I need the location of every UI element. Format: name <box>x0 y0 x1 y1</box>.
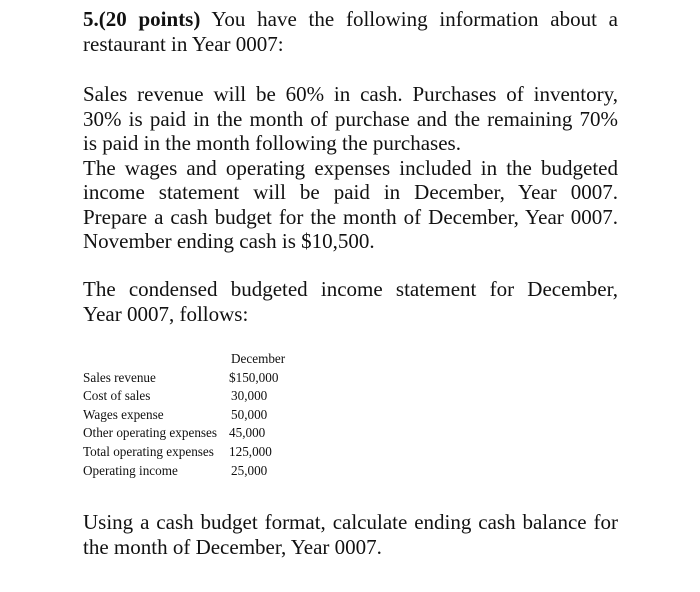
statement-header-row <box>83 350 303 369</box>
statement-row-label: Wages expense <box>83 406 164 422</box>
task-instruction-line: the month of December, Year 0007. <box>83 534 382 559</box>
given-information-line: 30% is paid in the month of purchase and the remaining 70% <box>83 106 618 131</box>
statement-column-header: December <box>231 351 286 366</box>
given-information-line: The wages and operating expenses included in the budgeted <box>83 155 618 180</box>
question-intro-text: You have the following information about a <box>200 7 618 31</box>
given-information-line: November ending cash is $10,500. <box>83 229 375 253</box>
statement-row-wages-expense <box>83 406 303 425</box>
statement-row-total-operating-expenses <box>83 443 303 462</box>
statement-row-cost-of-sales <box>83 387 303 406</box>
question-number: 5.(20 points) <box>83 7 201 31</box>
statement-row-value: 25,000 <box>231 462 268 478</box>
question-intro-line-2: restaurant in Year 0007: <box>83 31 284 56</box>
task-instruction <box>83 510 618 559</box>
statement-row-label: Other operating expenses <box>83 425 218 441</box>
statement-row-label: Total operating expenses <box>83 443 214 459</box>
given-information-line: Sales revenue will be 60% in cash. Purchases of inventory, <box>83 82 618 106</box>
budgeted-income-statement <box>83 350 303 480</box>
question-intro <box>83 7 618 56</box>
statement-row-value: 30,000 <box>231 388 268 404</box>
statement-row-label: Sales revenue <box>83 369 156 385</box>
statement-lead-in-line: Year 0007, follows: <box>83 301 249 326</box>
given-information <box>83 82 618 254</box>
given-information-line: Prepare a cash budget for the month of December, Year 0007. <box>83 204 618 229</box>
statement-row-value: $150,000 <box>229 369 279 385</box>
given-information-line: is paid in the month following the purchases. <box>83 131 461 155</box>
statement-row-value: 125,000 <box>229 443 272 459</box>
given-information-line: income statement will be paid in December, Year 0007. <box>83 180 618 204</box>
statement-row-other-operating-expenses <box>83 424 303 443</box>
statement-row-value: 50,000 <box>231 406 268 422</box>
statement-lead-in-line: The condensed budgeted income statement for December, <box>83 277 618 301</box>
question-intro-line-1 <box>83 7 618 32</box>
task-instruction-line: Using a cash budget format, calculate ending cash balance for <box>83 510 618 534</box>
statement-row-label: Operating income <box>83 462 178 478</box>
statement-row-sales-revenue <box>83 369 303 388</box>
statement-lead-in <box>83 277 618 326</box>
statement-row-operating-income <box>83 462 303 481</box>
statement-row-value: 45,000 <box>229 425 266 441</box>
statement-row-label: Cost of sales <box>83 388 151 404</box>
